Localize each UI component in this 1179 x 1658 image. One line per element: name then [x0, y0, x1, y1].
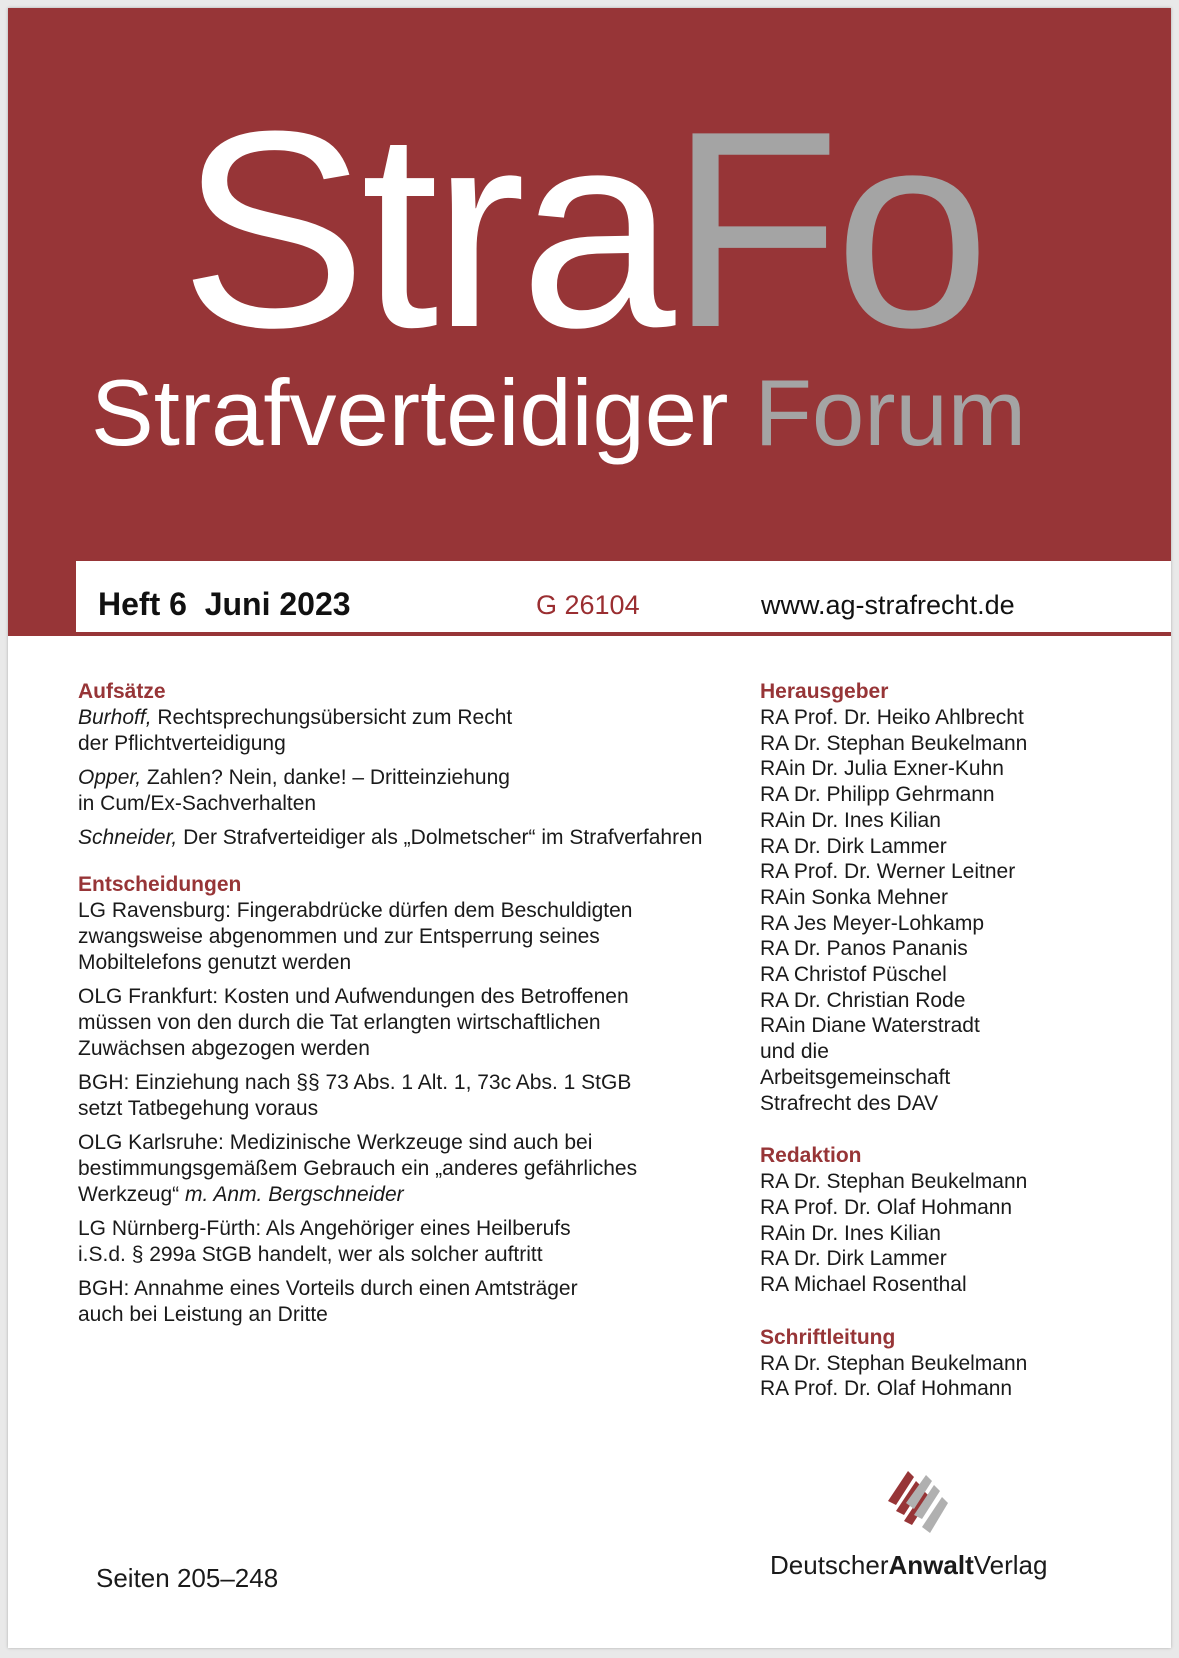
redaktion-list — [760, 1169, 1120, 1298]
editor-name: Strafrecht des DAV — [760, 1091, 939, 1115]
publisher-name-part-3: Verlag — [973, 1550, 1048, 1580]
redaktion-section — [760, 1142, 1120, 1298]
decision-line: LG Nürnberg-Fürth: Als Angehöriger eines Heilberufs — [78, 1217, 571, 1240]
g-number: G 26104 — [536, 590, 640, 620]
issue-band-line — [76, 632, 1171, 636]
logo-part-stra: Stra — [180, 74, 670, 386]
journal-cover — [8, 8, 1171, 1648]
editor-name: RA Dr. Panos Pananis — [760, 937, 968, 961]
editors-column — [760, 678, 1120, 1428]
article-author: Burhoff, — [78, 706, 152, 729]
editor-name: RAin Dr. Ines Kilian — [760, 808, 941, 832]
editor-name: RA Dr. Dirk Lammer — [760, 834, 947, 858]
redaktion-name: RA Dr. Dirk Lammer — [760, 1247, 947, 1271]
article-author: Schneider, — [78, 826, 178, 849]
editor-name: RA Dr. Christian Rode — [760, 988, 966, 1012]
editor-name: und die — [760, 1040, 829, 1064]
decision-line: BGH: Annahme eines Vorteils durch einen Amtsträger — [78, 1277, 578, 1300]
decision-line: müssen von den durch die Tat erlangten wirtschaftlichen — [78, 1011, 601, 1034]
decision-annotation: m. Anm. Bergschneider — [185, 1183, 404, 1206]
decision-entry — [78, 1276, 738, 1328]
section-title-redaktion: Redaktion — [760, 1144, 862, 1168]
editor-name: RA Dr. Stephan Beukelmann — [760, 731, 1028, 755]
section-title-entscheidungen: Entscheidungen — [78, 873, 242, 896]
decision-line: i.S.d. § 299a StGB handelt, wer als solcher auftritt — [78, 1243, 543, 1266]
decision-line: bestimmungsgemäßem Gebrauch ein „anderes gefährliches — [78, 1157, 638, 1180]
subtitle-part-2: Forum — [754, 360, 1027, 465]
editor-name: RA Prof. Dr. Heiko Ahlbrecht — [760, 706, 1024, 729]
decision-line: OLG Frankfurt: Kosten und Aufwendungen des Betroffenen — [78, 985, 629, 1008]
redaktion-name: RA Dr. Stephan Beukelmann — [760, 1170, 1028, 1194]
article-title: Zahlen? Nein, danke! – Dritteinziehung — [146, 766, 510, 789]
article-entry — [78, 825, 738, 851]
masthead — [8, 8, 1171, 561]
decision-entry — [78, 984, 738, 1062]
decision-entry — [78, 1216, 738, 1268]
subtitle-part-1: Strafverteidiger — [91, 360, 729, 465]
decision-entry — [78, 898, 738, 976]
article-title-cont: in Cum/Ex-Sachverhalten — [78, 792, 317, 815]
website-link[interactable]: www.ag-strafrecht.de — [761, 590, 1015, 620]
publisher-name-part-1: Deutscher — [770, 1550, 889, 1580]
publisher-logo-icon — [880, 1463, 950, 1543]
editor-name: RA Dr. Philipp Gehrmann — [760, 783, 995, 807]
editor-name: RA Prof. Dr. Werner Leitner — [760, 860, 1016, 884]
publisher-name-part-2: Anwalt — [888, 1550, 974, 1580]
herausgeber-section — [760, 678, 1120, 1116]
editor-name: RA Jes Meyer-Lohkamp — [760, 911, 985, 935]
journal-subtitle — [91, 360, 1027, 465]
decision-line: Mobiltelefons genutzt werden — [78, 951, 352, 974]
editor-name: RAin Sonka Mehner — [760, 885, 948, 909]
editor-name: Arbeitsgemeinschaft — [760, 1065, 951, 1089]
journal-logo — [180, 74, 985, 386]
decision-line: Werkzeug“ — [78, 1183, 180, 1206]
article-title: Der Strafverteidiger als „Dolmetscher“ im Strafverfahren — [183, 826, 703, 849]
section-title-schriftleitung: Schriftleitung — [760, 1325, 896, 1349]
herausgeber-list — [760, 705, 1120, 1116]
redaktion-name: RA Michael Rosenthal — [760, 1273, 967, 1297]
decision-line: OLG Karlsruhe: Medizinische Werkzeuge sind auch bei — [78, 1131, 593, 1154]
schriftleitung-list — [760, 1351, 1120, 1402]
section-title-herausgeber: Herausgeber — [760, 680, 889, 703]
decision-line: LG Ravensburg: Fingerabdrücke dürfen dem Beschuldigten — [78, 899, 633, 922]
publisher-name — [770, 1550, 1047, 1581]
issue-number: Heft 6 Juni 2023 — [98, 586, 351, 622]
decision-line: auch bei Leistung an Dritte — [78, 1303, 328, 1326]
article-author: Opper, — [78, 766, 142, 789]
editor-name: RAin Dr. Julia Exner-Kuhn — [760, 757, 1004, 781]
page-range: Seiten 205–248 — [96, 1563, 279, 1593]
decision-line: zwangsweise abgenommen und zur Entsperrung seines — [78, 925, 600, 948]
decision-entry — [78, 1130, 738, 1208]
decision-entry — [78, 1070, 738, 1122]
issue-band-block — [8, 561, 76, 636]
contents-column — [78, 678, 738, 1336]
section-title-aufsaetze: Aufsätze — [78, 680, 166, 703]
editor-name: RA Christof Püschel — [760, 963, 947, 987]
redaktion-name: RA Prof. Dr. Olaf Hohmann — [760, 1195, 1013, 1219]
article-title: Rechtsprechungsübersicht zum Recht — [157, 706, 513, 729]
redaktion-name: RAin Dr. Ines Kilian — [760, 1221, 941, 1245]
schriftleitung-name: RA Prof. Dr. Olaf Hohmann — [760, 1377, 1013, 1401]
decision-line: Zuwächsen abgezogen werden — [78, 1037, 370, 1060]
schriftleitung-section — [760, 1324, 1120, 1402]
decision-line: BGH: Einziehung nach §§ 73 Abs. 1 Alt. 1, 73c Abs. 1 StGB — [78, 1071, 632, 1094]
article-entry — [78, 765, 738, 817]
article-entry — [78, 705, 738, 757]
decision-line: setzt Tatbegehung voraus — [78, 1097, 319, 1120]
logo-part-fo: Fo — [669, 74, 985, 386]
article-title-cont: der Pflichtverteidigung — [78, 732, 286, 755]
editor-name: RAin Diane Waterstradt — [760, 1014, 980, 1038]
schriftleitung-name: RA Dr. Stephan Beukelmann — [760, 1351, 1028, 1375]
